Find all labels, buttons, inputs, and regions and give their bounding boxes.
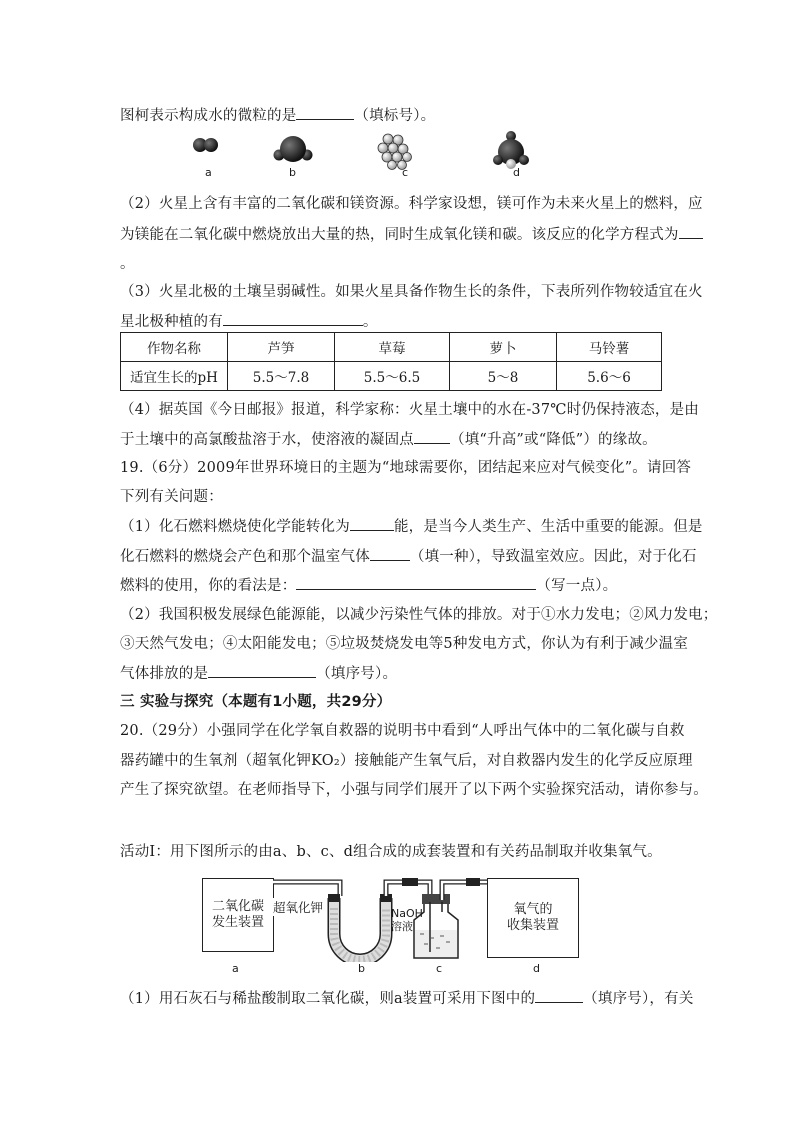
- table-row: [121, 362, 662, 391]
- table-cell: 适宜生长的pH: [121, 362, 228, 391]
- molecule-label-d: d: [513, 166, 520, 179]
- q18-4-tail: （填“升高”或“降低”）的缘故。: [450, 432, 657, 448]
- naoh-label: [391, 907, 423, 933]
- answer-blank[interactable]: [370, 546, 410, 561]
- q19-text: 气体排放的是: [120, 666, 209, 682]
- apparatus-label-b: b: [358, 962, 365, 975]
- answer-blank[interactable]: [223, 311, 363, 326]
- q20-line1: 20.（29分）小强同学在化学氧自救器的说明书中看到“人呼出气体中的二氧化碳与自救: [120, 723, 685, 739]
- q19-text: （1）化石燃料燃烧使化学能转化为: [120, 519, 350, 535]
- molecule-label-b: b: [289, 166, 296, 179]
- oxygen-collector-box: [487, 878, 579, 958]
- q20-1-text: （1）用石灰石与稀盐酸制取二氧化碳，则a装置可采用下图中的: [120, 991, 536, 1007]
- q18-intro-tail: （填标号）。: [354, 108, 436, 124]
- apparatus-label-c: c: [436, 962, 443, 975]
- q19-text: （填一种），导致温室效应。因此，对于化石: [409, 549, 697, 565]
- q19-line2: 下列有关问题：: [120, 489, 223, 505]
- potassium-superoxide-label: 超氧化钾: [273, 900, 324, 915]
- q19-line4: [120, 546, 697, 567]
- molecule-b-icon: [274, 136, 313, 162]
- q18-intro-text: 图柯表示构成水的微粒的是: [120, 108, 297, 124]
- q19-text: （写一点）。: [536, 578, 618, 594]
- q19-line3: [120, 516, 703, 537]
- activity-1-line: 活动Ⅰ：用下图所示的由a、b、c、d组合成的成套装置和有关药品制取并收集氧气。: [120, 844, 662, 860]
- q18-2-line2: [120, 224, 703, 245]
- q19-line1: 19.（6分）2009年世界环境日的主题为“地球需要你，团结起来应对气候变化”。请回答: [120, 460, 692, 476]
- table-cell: 5～8: [450, 362, 557, 391]
- molecule-figure: [180, 128, 540, 188]
- q19-line7: ③天然气发电；④太阳能发电；⑤垃圾焚烧发电等5种发电方式，你认为有利于减少温室: [120, 636, 689, 652]
- q18-2-line1: （2）火星上含有丰富的二氧化碳和镁资源。科学家设想，镁可作为未来火星上的燃料，应: [120, 196, 703, 212]
- q18-2-text: 为镁能在二氧化碳中燃烧放出大量的热，同时生成氧化镁和碳。该反应的化学方程式为: [120, 227, 679, 243]
- box-d-label-line2: 收集装置: [506, 918, 559, 933]
- apparatus-label-a: a: [232, 962, 239, 975]
- q18-3-text: 星北极种植的有: [120, 314, 223, 330]
- answer-blank[interactable]: [414, 429, 450, 444]
- q18-3-line1: （3）火星北极的土壤呈弱碱性。如果火星具备作物生长的条件，下表所列作物较适宜在火: [120, 284, 703, 300]
- answer-blank[interactable]: [296, 105, 354, 120]
- molecule-d-icon: [493, 131, 529, 169]
- naoh-label-line1: NaOH: [391, 907, 423, 920]
- answer-blank[interactable]: [535, 988, 583, 1003]
- answer-blank[interactable]: [208, 663, 316, 678]
- q19-line5: [120, 575, 617, 596]
- table-header-cell: 草莓: [335, 333, 450, 362]
- answer-blank[interactable]: [296, 575, 536, 590]
- molecule-label-a: a: [205, 166, 212, 179]
- answer-blank[interactable]: [679, 224, 703, 239]
- table-header-cell: 作物名称: [121, 333, 228, 362]
- q19-text: 燃料的使用，你的看法是：: [120, 578, 297, 594]
- section-heading: 三 实验与探究（本题有1小题，共29分）: [120, 694, 392, 710]
- q19-text: 化石燃料的燃烧会产色和那个温室气体: [120, 549, 370, 565]
- table-row: [121, 333, 662, 362]
- q19-text: 能，是当今人类生产、生活中重要的能源。但是: [393, 519, 703, 535]
- q18-intro-line: [120, 105, 435, 126]
- apparatus-tubing: [270, 872, 490, 962]
- table-cell: 5.5～7.8: [228, 362, 335, 391]
- table-header-cell: 马铃薯: [557, 333, 662, 362]
- crop-ph-table: [120, 332, 662, 391]
- answer-blank[interactable]: [350, 516, 394, 531]
- q18-2-line3: 。: [120, 256, 135, 272]
- q20-line2: 器药罐中的生氧剂（超氧化钾KO₂）接触能产生氧气后，对自救器内发生的化学反应原理: [120, 753, 693, 769]
- table-header-cell: 芦笋: [228, 333, 335, 362]
- molecule-label-c: c: [402, 166, 409, 179]
- q19-text: （填序号）。: [316, 666, 398, 682]
- box-a-label-line2: 发生装置: [211, 915, 264, 930]
- table-header-cell: 萝卜: [450, 333, 557, 362]
- q18-4-text: 于土壤中的高氯酸盐溶于水，使溶液的凝固点: [120, 432, 414, 448]
- q20-line3: 产生了探究欲望。在老师指导下，小强与同学们展开了以下两个实验探究活动，请你参与。: [120, 782, 708, 798]
- u-tube-icon: [328, 894, 392, 960]
- q18-4-line2: [120, 429, 657, 450]
- table-cell: 5.6～6: [557, 362, 662, 391]
- q18-3-tail: 。: [362, 314, 378, 330]
- q19-line8: [120, 663, 397, 684]
- naoh-label-line2: 溶液: [391, 920, 413, 933]
- q20-1-line: [120, 988, 694, 1009]
- table-cell: 5.5～6.5: [335, 362, 450, 391]
- molecule-a-icon: [193, 138, 218, 152]
- molecule-c-icon: [378, 134, 412, 170]
- box-a-label-line1: 二氧化碳: [211, 899, 264, 914]
- q20-1-tail: （填序号），有关: [583, 991, 694, 1007]
- q19-line6: （2）我国积极发展绿色能源能，以减少污染性气体的排放。对于①水力发电；②风力发电；: [120, 607, 718, 623]
- box-d-label-line1: 氧气的: [513, 902, 553, 917]
- co2-generator-box: [202, 878, 274, 952]
- q18-4-line1: （4）据英国《今日邮报》报道，科学家称：火星土壤中的水在-37℃时仍保持液态，是由: [120, 402, 699, 418]
- q18-3-line2: [120, 311, 378, 332]
- apparatus-label-d: d: [533, 962, 540, 975]
